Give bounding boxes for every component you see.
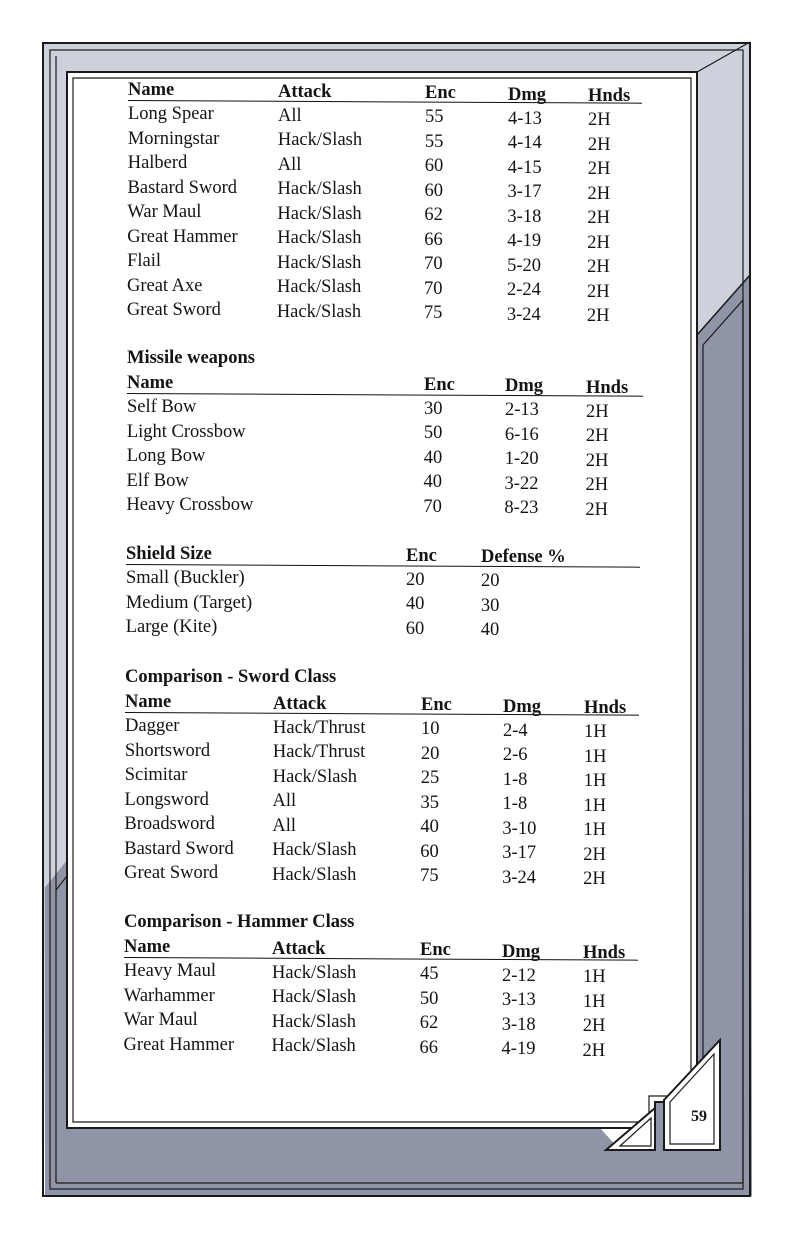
table-cell: Hack/Slash [277, 179, 362, 199]
table-cell: 75 [423, 303, 443, 323]
table-cell: 70 [423, 278, 443, 299]
table-cell: 2H [587, 208, 611, 228]
table-cell: 75 [420, 866, 439, 886]
table-cell: 66 [419, 1037, 439, 1058]
table-cell: Broadsword [124, 814, 215, 834]
table-cell: Great Hammer [127, 226, 238, 247]
table-cell: 8-23 [504, 498, 539, 518]
table-cell: Hack/Thrust [273, 717, 366, 738]
section-title: Missile weapons [127, 348, 255, 368]
table-cell: 20 [481, 571, 500, 591]
column-header: Enc [420, 940, 451, 960]
table-cell: 2-13 [505, 400, 539, 420]
column-header: Enc [421, 695, 452, 715]
table-cell: 2H [585, 499, 609, 520]
column-header: Hnds [586, 377, 629, 398]
table-cell: Heavy Crossbow [126, 495, 254, 515]
column-header: Dmg [505, 376, 544, 396]
table-cell: 50 [423, 423, 443, 443]
table-cell: 4-15 [507, 157, 542, 178]
table-cell: 10 [421, 719, 440, 739]
table-cell: 2-12 [502, 965, 536, 986]
table-cell: 3-17 [502, 843, 537, 863]
table-cell: 2H [588, 110, 611, 130]
table-cell: All [272, 815, 297, 836]
table-cell: Flail [127, 251, 162, 271]
table-cell: Long Bow [126, 446, 206, 466]
table-cell: 4-13 [508, 108, 542, 129]
column-header: Dmg [503, 696, 542, 717]
table-cell: 4-19 [501, 1039, 536, 1059]
table-cell: 3-18 [501, 1014, 536, 1035]
table-cell: Hack/Slash [277, 228, 362, 248]
header-rule [125, 712, 639, 716]
table-cell: 55 [425, 107, 444, 127]
table-cell: 45 [420, 964, 439, 984]
table-cell: Long Spear [128, 104, 214, 124]
table-cell: 2H [583, 869, 606, 889]
table-cell: Great Sword [124, 863, 219, 883]
table-cell: 62 [419, 1013, 439, 1033]
table-cell: Dagger [125, 716, 180, 736]
table-cell: 2H [585, 475, 609, 495]
table-cell: 60 [420, 841, 439, 862]
table-cell: 2H [586, 281, 610, 302]
table-cell: Bastard Sword [127, 177, 237, 198]
table-cell: Shortsword [124, 740, 211, 761]
table-cell: 5-20 [507, 255, 542, 276]
table-cell: 2H [585, 450, 609, 471]
table-cell: 2H [586, 401, 609, 422]
table-cell: 4-19 [507, 231, 542, 251]
column-header: Defense % [481, 547, 566, 567]
section-title: Comparison - Hammer Class [124, 912, 355, 932]
table-cell: 1H [584, 722, 607, 742]
table-cell: Warhammer [123, 985, 215, 1006]
column-header: Enc [425, 83, 456, 103]
table-cell: 2H [582, 1016, 606, 1036]
table-cell: 6-16 [504, 424, 539, 445]
table-cell: 70 [423, 496, 442, 517]
table-cell: 3-13 [501, 990, 536, 1010]
table-cell: 2-4 [503, 720, 528, 741]
table-cell: 30 [480, 595, 500, 616]
table-cell: Hack/Slash [277, 252, 362, 273]
column-header: Hnds [584, 698, 627, 718]
column-header: Enc [424, 374, 455, 395]
table-cell: Hack/Slash [271, 987, 357, 1007]
table-cell: 1H [583, 967, 606, 987]
page-number: 59 [691, 1108, 707, 1125]
column-header: Shield Size [126, 544, 212, 564]
table-cell: Morningstar [127, 128, 220, 149]
table-cell: 2H [587, 159, 611, 179]
table-cell: Great Axe [126, 275, 203, 296]
table-cell: War Maul [127, 202, 202, 222]
table-cell: 3-22 [504, 473, 539, 494]
table-cell: Hack/Slash [271, 1036, 356, 1056]
table-cell: War Maul [123, 1010, 198, 1030]
table-cell: 20 [420, 743, 440, 764]
table-cell: 3-18 [507, 206, 542, 227]
table-cell: 60 [424, 180, 444, 201]
table-cell: Heavy Maul [124, 961, 216, 981]
table-cell: 2H [586, 306, 610, 326]
table-cell: 70 [424, 254, 443, 274]
table-cell: 40 [420, 817, 439, 837]
table-cell: 35 [420, 792, 440, 813]
table-cell: 55 [424, 131, 444, 152]
table-cell: Light Crossbow [126, 421, 246, 442]
table-cell: 2-6 [502, 745, 528, 765]
table-cell: Scimitar [124, 765, 188, 785]
table-cell: 66 [424, 229, 443, 250]
table-cell: 1H [583, 820, 607, 840]
table-cell: 30 [424, 398, 443, 419]
table-cell: Hack/Slash [271, 1011, 356, 1032]
table-cell: Hack/Slash [272, 864, 357, 885]
table-cell: Medium (Target) [125, 592, 253, 613]
table-cell: 4-14 [507, 133, 542, 153]
header-rule [127, 393, 643, 397]
table-cell: 3-17 [507, 182, 542, 202]
table-cell: 1H [583, 771, 607, 791]
column-header: Hnds [588, 86, 631, 106]
table-cell: 2H [587, 257, 610, 277]
table-cell: Hack/Slash [277, 130, 363, 150]
table-cell: Hack/Slash [277, 203, 362, 224]
table-cell: 2H [587, 183, 611, 204]
table-cell: Halberd [127, 153, 188, 173]
table-cell: 50 [419, 988, 439, 1009]
table-cell: Hack/Slash [272, 766, 357, 787]
section-title: Comparison - Sword Class [125, 667, 337, 687]
column-header: Attack [278, 81, 332, 102]
table-cell: All [272, 791, 297, 811]
table-cell: Great Sword [126, 300, 221, 320]
table-cell: 1H [582, 991, 606, 1012]
table-cell: Hack/Slash [276, 277, 362, 297]
table-cell: Hack/Slash [272, 840, 357, 860]
table-cell: 2H [582, 1040, 606, 1061]
column-header: Name [127, 373, 174, 393]
table-cell: Small (Buckler) [126, 568, 245, 588]
table-cell: Self Bow [127, 397, 197, 417]
table-cell: 2H [583, 844, 606, 865]
table-cell: 3-24 [506, 304, 541, 325]
table-cell: Great Hammer [123, 1034, 234, 1055]
table-cell: 2H [585, 426, 609, 446]
table-cell: Hack/Thrust [272, 742, 366, 762]
table-cell: 62 [424, 205, 443, 225]
column-header: Attack [272, 938, 326, 959]
table-cell: 25 [420, 768, 440, 788]
table-cell: 20 [406, 569, 425, 590]
table-cell: 40 [480, 620, 500, 640]
column-header: Name [125, 692, 172, 712]
table-cell: 1H [583, 795, 607, 816]
column-header: Hnds [583, 943, 626, 963]
table-cell: 40 [423, 472, 443, 492]
table-cell: All [277, 154, 302, 175]
table-cell: 2H [587, 134, 611, 155]
table-cell: Hack/Slash [272, 962, 357, 983]
table-cell: 3-24 [502, 867, 537, 888]
column-header: Enc [406, 545, 437, 566]
table-cell: Bastard Sword [124, 838, 234, 859]
table-cell: Large (Kite) [125, 617, 218, 637]
table-cell: 2H [587, 232, 610, 253]
table-cell: 2-24 [506, 280, 541, 300]
table-cell: Longsword [124, 789, 209, 810]
table-cell: 40 [423, 447, 443, 468]
table-cell: 1-20 [504, 449, 539, 469]
table-cell: 3-10 [502, 818, 537, 839]
table-cell: 1-8 [502, 794, 528, 814]
table-cell: Hack/Slash [276, 301, 362, 322]
table-cell: 60 [424, 156, 444, 176]
table-cell: 1H [583, 746, 607, 767]
table-cell: All [278, 105, 302, 126]
column-header: Name [128, 80, 175, 100]
column-header: Attack [273, 693, 327, 714]
table-cell: 40 [405, 594, 425, 614]
table-cell: 1-8 [502, 769, 528, 790]
table-cell: 60 [405, 618, 425, 639]
table-cell: Elf Bow [126, 470, 189, 491]
column-header: Dmg [508, 84, 547, 105]
column-header: Name [124, 937, 171, 957]
column-header: Dmg [502, 941, 541, 962]
